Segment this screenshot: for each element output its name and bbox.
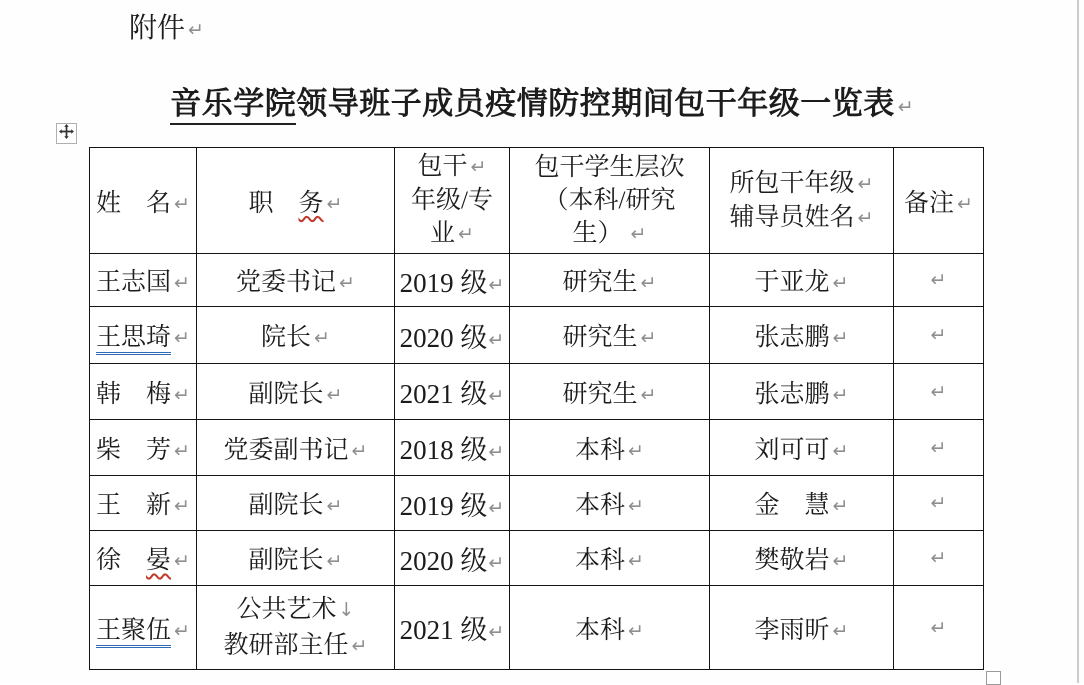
name-text: 王聚伍	[96, 617, 171, 648]
paragraph-mark: ↵	[488, 273, 505, 296]
header-remark-text: 备注	[904, 189, 955, 217]
paragraph-mark: ↵	[174, 495, 190, 517]
header-grade-line3: 业	[430, 220, 456, 247]
header-name-text: 姓 名	[96, 189, 172, 217]
name-cell[interactable]	[90, 586, 197, 670]
remark-cell[interactable]	[894, 364, 984, 420]
header-remark-cell[interactable]	[894, 148, 984, 254]
paragraph-mark: ↵	[326, 495, 343, 517]
level-text: 研究生	[562, 324, 638, 351]
remark-cell[interactable]	[894, 254, 984, 307]
position-cell[interactable]	[197, 307, 395, 364]
grade-cell[interactable]	[395, 307, 510, 364]
header-grade-line1: 包干	[417, 153, 468, 180]
paragraph-mark: ↵	[174, 272, 190, 294]
paragraph-mark: ↵	[628, 550, 644, 572]
remark-cell[interactable]	[894, 586, 984, 670]
paragraph-mark: ↵	[174, 439, 190, 462]
paragraph-mark: ↵	[640, 327, 657, 349]
attachment-text: 附件	[129, 13, 186, 44]
level-cell[interactable]	[510, 420, 710, 476]
grade-text: 2021 级	[399, 615, 488, 645]
paragraph-mark: ↵	[832, 272, 849, 294]
paragraph-mark: ↵	[930, 616, 947, 639]
counselor-cell[interactable]	[710, 420, 894, 476]
page-right-edge	[1077, 0, 1079, 683]
paragraph-mark: ↵	[930, 324, 947, 346]
paragraph-mark: ↵	[930, 547, 947, 569]
header-name-cell[interactable]	[90, 148, 197, 254]
grade-cell[interactable]	[395, 420, 510, 476]
paragraph-mark: ↵	[930, 436, 947, 459]
counselor-cell[interactable]	[710, 307, 894, 364]
remark-cell[interactable]	[894, 420, 984, 476]
table-row	[90, 254, 984, 307]
counselor-cell[interactable]	[710, 586, 894, 670]
grade-assignment-table	[89, 147, 984, 670]
position-cell[interactable]	[197, 531, 395, 586]
counselor-text: 樊敬岩	[754, 547, 830, 574]
header-position-cell[interactable]	[197, 148, 395, 254]
header-level-line2: （本科/研究	[543, 186, 676, 214]
header-grade-line2: 年级/专	[411, 187, 493, 214]
position-line1-text: 公共艺术	[236, 595, 337, 623]
level-text: 本科	[575, 436, 626, 464]
grade-text: 2021 级	[399, 379, 488, 409]
position-line2-text: 教研部主任	[223, 631, 349, 659]
paragraph-mark: ↵	[339, 272, 355, 294]
paragraph-mark: ↵	[897, 96, 914, 118]
table-row	[90, 531, 984, 586]
header-grade-cell[interactable]	[395, 148, 510, 254]
header-counselor-line1: 所包干年级	[729, 169, 855, 197]
position-text: 副院长	[248, 492, 324, 519]
name-cell[interactable]	[90, 420, 197, 476]
level-cell[interactable]	[510, 531, 710, 586]
paragraph-mark: ↵	[314, 327, 330, 349]
counselor-cell[interactable]	[710, 254, 894, 307]
table-row	[90, 364, 984, 420]
level-text: 研究生	[562, 380, 638, 408]
grade-cell[interactable]	[395, 364, 510, 420]
counselor-text: 金 慧	[754, 492, 830, 519]
name-cell[interactable]	[90, 254, 197, 307]
header-level-line1: 包干学生层次	[534, 153, 685, 181]
grade-cell[interactable]	[395, 531, 510, 586]
paragraph-mark: ↵	[832, 439, 849, 462]
position-cell[interactable]	[197, 586, 395, 670]
remark-cell[interactable]	[894, 307, 984, 364]
paragraph-mark: ↵	[488, 621, 505, 643]
paragraph-mark: ↵	[832, 550, 849, 572]
counselor-cell[interactable]	[710, 531, 894, 586]
remark-cell[interactable]	[894, 476, 984, 531]
paragraph-mark: ↵	[628, 439, 644, 462]
level-text: 研究生	[562, 269, 638, 296]
paragraph-mark: ↵	[628, 619, 644, 642]
name-text: 王 新	[96, 492, 172, 519]
paragraph-mark: ↵	[832, 327, 849, 349]
name-flagged-text: 晏	[146, 547, 172, 574]
position-cell[interactable]	[197, 476, 395, 531]
paragraph-mark: ↵	[174, 192, 190, 215]
paragraph-mark: ↵	[351, 634, 368, 657]
header-level-line3: 生）	[572, 219, 623, 247]
paragraph-mark: ↵	[628, 495, 644, 517]
paragraph-mark: ↵	[857, 172, 874, 195]
header-counselor-cell[interactable]	[710, 148, 894, 254]
level-text: 本科	[575, 492, 626, 519]
paragraph-mark: ↵	[832, 383, 849, 406]
level-cell[interactable]	[510, 364, 710, 420]
attachment-label	[129, 6, 204, 46]
grade-text: 2020 级	[399, 545, 488, 576]
name-text: 徐	[96, 547, 147, 574]
position-text: 院长	[261, 324, 312, 351]
header-counselor-line2: 辅导员姓名	[729, 203, 855, 231]
name-cell[interactable]	[90, 531, 197, 586]
table-row	[90, 420, 984, 476]
position-text: 党委书记	[236, 269, 337, 296]
paragraph-mark: ↵	[930, 492, 947, 514]
remark-cell[interactable]	[894, 531, 984, 586]
grade-text: 2018 级	[399, 435, 488, 465]
counselor-cell[interactable]	[710, 364, 894, 420]
header-position-text: 职	[248, 189, 299, 217]
counselor-text: 于亚龙	[754, 269, 830, 296]
level-text: 本科	[575, 547, 626, 574]
paragraph-mark: ↵	[351, 439, 368, 462]
paragraph-mark: ↵	[326, 192, 343, 215]
grade-cell[interactable]	[395, 586, 510, 670]
table-row	[90, 586, 984, 670]
paragraph-mark: ↵	[640, 383, 657, 406]
page-title	[0, 78, 1084, 123]
paragraph-mark: ↵	[326, 383, 343, 406]
paragraph-mark: ↵	[174, 383, 190, 406]
paragraph-mark: ↵	[832, 495, 849, 517]
title-rest-text: 领导班子成员疫情防控期间包干年级一览表	[296, 86, 895, 121]
counselor-text: 张志鹏	[754, 324, 830, 351]
paragraph-mark: ↵	[488, 551, 505, 574]
counselor-cell[interactable]	[710, 476, 894, 531]
position-cell[interactable]	[197, 364, 395, 420]
name-cell[interactable]	[90, 307, 197, 364]
level-cell[interactable]	[510, 307, 710, 364]
paragraph-mark: ↵	[930, 380, 947, 403]
paragraph-mark: ↵	[174, 619, 190, 642]
paragraph-mark: ↵	[957, 192, 973, 215]
grade-text: 2019 级	[399, 267, 488, 298]
level-cell[interactable]	[510, 254, 710, 307]
paragraph-mark: ↵	[174, 550, 190, 572]
counselor-text: 刘可可	[754, 436, 830, 464]
table-row	[90, 307, 984, 364]
paragraph-mark: ↵	[326, 550, 343, 572]
paragraph-mark: ↵	[640, 272, 657, 294]
position-text: 副院长	[248, 547, 324, 574]
name-text: 柴 芳	[96, 436, 172, 464]
paragraph-mark: ↵	[930, 269, 947, 291]
position-text: 副院长	[248, 380, 324, 408]
table-row	[90, 476, 984, 531]
level-cell[interactable]	[510, 586, 710, 670]
name-text: 韩 梅	[96, 380, 172, 408]
name-text: 王志国	[96, 269, 172, 296]
paragraph-mark: ↵	[832, 619, 849, 642]
grade-text: 2020 级	[399, 322, 488, 353]
position-text: 党委副书记	[223, 436, 349, 464]
grade-cell[interactable]	[395, 254, 510, 307]
table-header-row	[90, 148, 984, 254]
paragraph-mark: ↵	[188, 19, 204, 41]
paragraph-mark: ↵	[488, 496, 505, 519]
counselor-text: 李雨昕	[754, 616, 830, 644]
position-cell[interactable]	[197, 420, 395, 476]
grade-cell[interactable]	[395, 476, 510, 531]
paragraph-mark: ↵	[488, 328, 505, 351]
position-cell[interactable]	[197, 254, 395, 307]
paragraph-mark: ↵	[630, 222, 647, 245]
paragraph-mark: ↵	[458, 223, 474, 245]
title-underlined-text: 音乐学院	[170, 86, 296, 125]
move-icon	[59, 124, 74, 144]
name-text: 王思琦	[96, 324, 171, 355]
line-break-mark: ↓	[338, 598, 355, 621]
counselor-text: 张志鹏	[754, 380, 830, 408]
header-level-cell[interactable]	[510, 148, 710, 254]
table-move-handle[interactable]	[56, 123, 77, 144]
paragraph-mark: ↵	[488, 385, 505, 407]
name-cell[interactable]	[90, 364, 197, 420]
paragraph-mark: ↵	[174, 327, 190, 349]
grade-text: 2019 级	[399, 490, 488, 521]
level-text: 本科	[575, 616, 626, 644]
paragraph-mark: ↵	[857, 206, 874, 229]
paragraph-mark: ↵	[470, 156, 487, 178]
name-cell[interactable]	[90, 476, 197, 531]
header-position-flagged-text: 务	[298, 189, 324, 217]
level-cell[interactable]	[510, 476, 710, 531]
paragraph-mark: ↵	[488, 441, 505, 463]
